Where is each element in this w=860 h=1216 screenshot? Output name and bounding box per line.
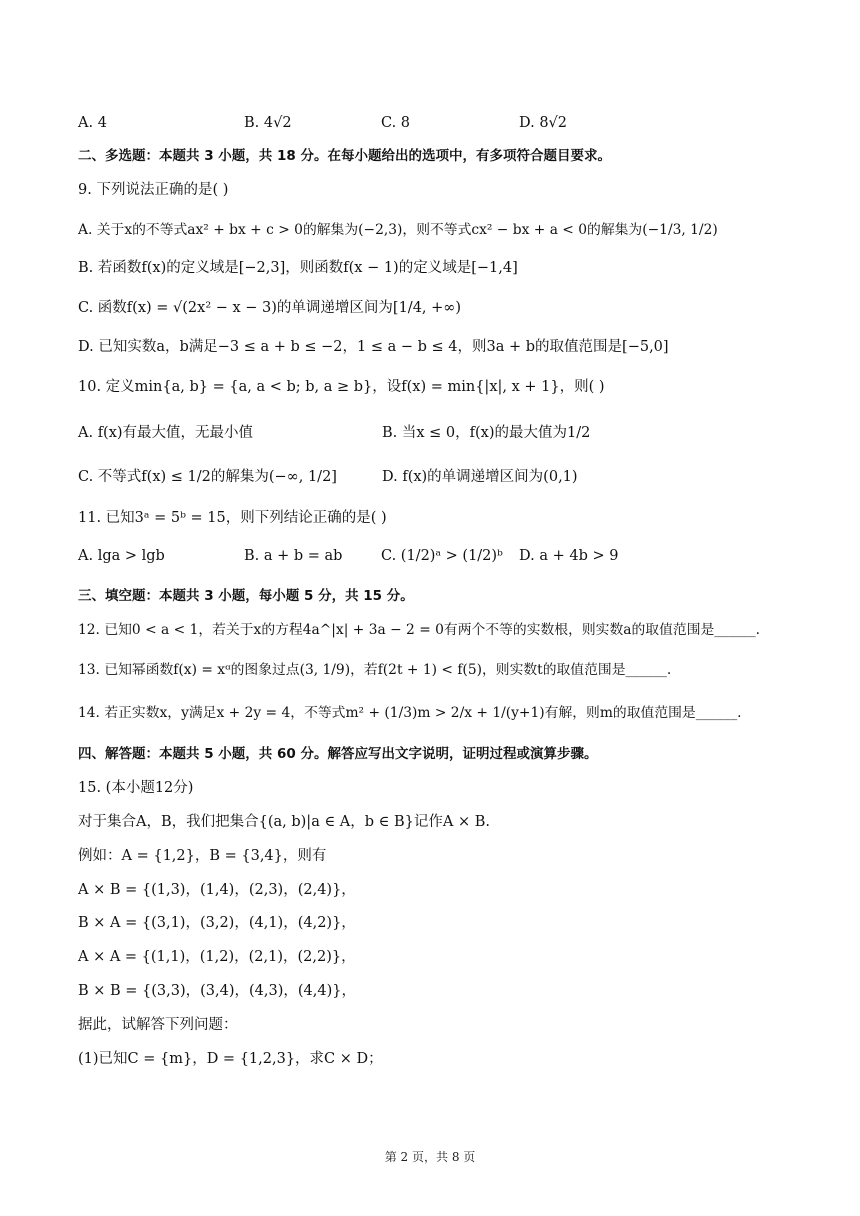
q9-option-c: C. 函数f(x) = √(2x² − x − 3)的单调递增区间为[1/4, +∞) xyxy=(78,300,462,316)
section3-header: 三、填空题：本题共 3 小题，每小题 5 分，共 15 分。 xyxy=(78,588,414,604)
q9-option-a: A. 关于x的不等式ax² + bx + c > 0的解集为(−2,3)，则不等式cx² − bx + a < 0的解集为(−1/3, 1/2) xyxy=(78,222,718,238)
q15-line: A × B = {(1,3)，(1,4)，(2,3)，(2,4)}， xyxy=(78,882,356,898)
q10-option-a: A. f(x)有最大值，无最小值 xyxy=(78,425,254,441)
q10-option-c: C. 不等式f(x) ≤ 1/2的解集为(−∞, 1/2] xyxy=(78,469,337,485)
q15-line: (1)已知C = {m}，D = {1,2,3}，求C × D； xyxy=(78,1051,383,1067)
q10-stem: 10. 定义min{a, b} = {a, a < b; b, a ≥ b}，设f(x) = min{|x|, x + 1}，则( ) xyxy=(78,379,605,395)
q15-line: B × A = {(3,1)，(3,2)，(4,1)，(4,2)}， xyxy=(78,915,356,931)
q8-option-a: A. 4 xyxy=(78,115,107,131)
q10-option-b: B. 当x ≤ 0，f(x)的最大值为1/2 xyxy=(382,425,591,441)
q11-option-b: B. a + b = ab xyxy=(244,548,343,564)
q9-option-b: B. 若函数f(x)的定义域是[−2,3]，则函数f(x − 1)的定义域是[−1,4] xyxy=(78,260,518,276)
q11-option-a: A. lga > lgb xyxy=(78,548,165,564)
section2-header: 二、多选题：本题共 3 小题，共 18 分。在每小题给出的选项中，有多项符合题目要求。 xyxy=(78,148,611,164)
q8-option-b: B. 4√2 xyxy=(244,115,292,131)
q12-text: 12. 已知0 < a < 1，若关于x的方程4a^|x| + 3a − 2 = 0有两个不等的实数根，则实数a的取值范围是______. xyxy=(78,622,761,638)
q15-line: 据此，试解答下列问题： xyxy=(78,1017,238,1033)
q8-option-c: C. 8 xyxy=(381,115,411,131)
q11-option-d: D. a + 4b > 9 xyxy=(519,548,619,564)
q15-line: 对于集合A，B，我们把集合{(a, b)|a ∈ A，b ∈ B}记作A × B. xyxy=(78,814,490,830)
q9-stem: 9. 下列说法正确的是( ) xyxy=(78,182,229,198)
section4-header: 四、解答题：本题共 5 小题，共 60 分。解答应写出文字说明，证明过程或演算步骤。 xyxy=(78,746,598,762)
q14-text: 14. 若正实数x，y满足x + 2y = 4，不等式m² + (1/3)m > 2/x + 1/(y+1)有解，则m的取值范围是______. xyxy=(78,705,742,721)
q11-option-c: C. (1/2)ᵃ > (1/2)ᵇ xyxy=(381,548,503,564)
q11-stem: 11. 已知3ᵃ = 5ᵇ = 15，则下列结论正确的是( ) xyxy=(78,510,387,526)
q8-option-d: D. 8√2 xyxy=(519,115,568,131)
q10-option-d: D. f(x)的单调递增区间为(0,1) xyxy=(382,469,578,485)
q15-line: A × A = {(1,1)，(1,2)，(2,1)，(2,2)}， xyxy=(78,949,356,965)
q13-text: 13. 已知幂函数f(x) = xᵅ的图象过点(3, 1/9)，若f(2t + 1) < f(5)，则实数t的取值范围是______. xyxy=(78,662,672,678)
q15-line: 例如：A = {1,2}，B = {3,4}，则有 xyxy=(78,848,327,864)
q9-option-d: D. 已知实数a，b满足−3 ≤ a + b ≤ −2，1 ≤ a − b ≤ 4，则3a + b的取值范围是[−5,0] xyxy=(78,339,669,355)
q15-line: B × B = {(3,3)，(3,4)，(4,3)，(4,4)}， xyxy=(78,983,356,999)
q15-title: 15. (本小题12分) xyxy=(78,780,194,796)
page-footer: 第 2 页，共 8 页 xyxy=(384,1150,476,1164)
